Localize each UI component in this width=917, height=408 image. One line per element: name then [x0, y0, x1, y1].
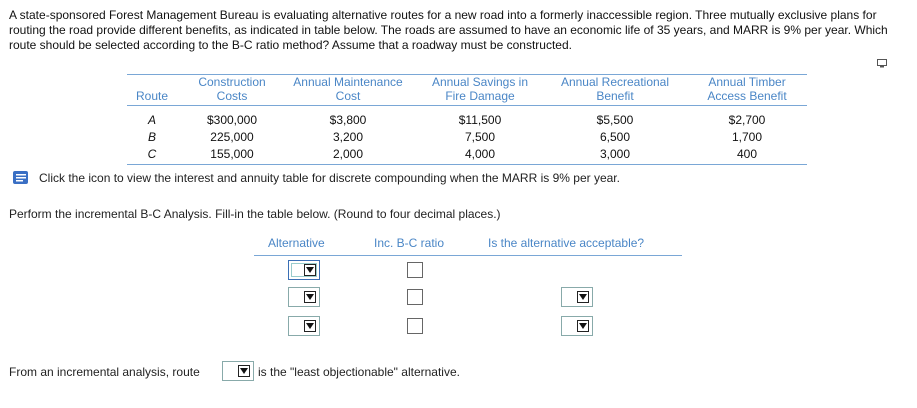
chevron-down-icon [304, 320, 316, 332]
header-timber-1: Annual Timber [708, 75, 786, 89]
table-cell-savings: 4,000 [464, 147, 496, 161]
route-data-table [127, 74, 807, 166]
acceptable-select-3[interactable] [561, 316, 593, 336]
table-cell-savings: 7,500 [464, 130, 496, 144]
header-route: Route [135, 89, 169, 103]
final-route-select[interactable] [222, 361, 254, 381]
alternative-select-3[interactable] [288, 316, 320, 336]
table-cell-construction: 225,000 [210, 130, 254, 144]
table-cell-recreation: 3,000 [599, 147, 631, 161]
table-cell-timber: 1,700 [731, 130, 763, 144]
final-sentence [9, 364, 609, 386]
header-savings-1: Annual Savings in [431, 75, 529, 89]
answer-table [254, 236, 684, 336]
table-cell-maintenance: 2,000 [332, 147, 364, 161]
table-cell-construction: $300,000 [206, 113, 258, 127]
table-top-rule [127, 74, 807, 75]
table-bottom-rule [127, 164, 807, 165]
table-cell-route: B [147, 130, 156, 144]
table-cell-recreation: $5,500 [596, 113, 634, 127]
table-cell-recreation: 6,500 [599, 130, 631, 144]
header-timber-2: Access Benefit [707, 89, 787, 103]
header-acceptable: Is the alternative acceptable? [488, 236, 645, 250]
book-icon[interactable] [12, 170, 30, 186]
header-maintenance-1: Annual Maintenance [293, 75, 403, 89]
info-row [12, 170, 712, 186]
problem-text: A state-sponsored Forest Management Bureau is evaluating alternative routes for a new road into a formerly inaccessible region. Three mutually exclusive plans for routing the road provide different benefits, as indicated in table below. The roads are assumed to have an economic life of 35 years, and MARR is 9% per year. Which route should be selected according to the B-C ratio method? Assume that a roadway must be constructed. [9, 8, 888, 52]
table-cell-maintenance: $3,800 [329, 113, 367, 127]
ratio-input-2[interactable] [407, 289, 423, 305]
table-cell-timber: $2,700 [728, 113, 766, 127]
table-cell-savings: $11,500 [458, 113, 502, 127]
ratio-input-3[interactable] [407, 318, 423, 334]
final-prefix: From an incremental analysis, route [9, 365, 200, 379]
header-recreation-1: Annual Recreational [560, 75, 670, 89]
chevron-down-icon [238, 365, 250, 377]
chevron-down-icon [304, 264, 316, 276]
header-construction-1: Construction [198, 75, 266, 89]
chevron-down-icon [577, 291, 589, 303]
chevron-down-icon [577, 320, 589, 332]
instruction-text: Perform the incremental B-C Analysis. Fill-in the table below. (Round to four decimal places.) [9, 207, 501, 221]
ratio-input-1[interactable] [407, 262, 423, 278]
header-savings-2: Fire Damage [445, 89, 515, 103]
expand-icon[interactable] [877, 59, 887, 68]
final-suffix: is the "least objectionable" alternative. [258, 365, 460, 379]
chevron-down-icon [304, 291, 316, 303]
alternative-select-2[interactable] [288, 287, 320, 307]
table-cell-maintenance: 3,200 [332, 130, 364, 144]
alternative-select-1[interactable] [288, 260, 320, 280]
header-ratio: Inc. B-C ratio [374, 236, 445, 250]
table-cell-construction: 155,000 [210, 147, 254, 161]
info-text: Click the icon to view the interest and annuity table for discrete compounding when the MARR is 9% per year. [39, 171, 620, 185]
header-alternative: Alternative [268, 236, 325, 250]
header-recreation-2: Benefit [596, 89, 634, 103]
acceptable-select-2[interactable] [561, 287, 593, 307]
header-maintenance-2: Cost [335, 89, 361, 103]
table-cell-timber: 400 [736, 147, 758, 161]
table-header-rule [127, 105, 807, 106]
table-cell-route: A [147, 113, 156, 127]
table-cell-route: C [147, 147, 157, 161]
header-construction-2: Costs [216, 89, 248, 103]
answer-header-rule [254, 255, 682, 256]
